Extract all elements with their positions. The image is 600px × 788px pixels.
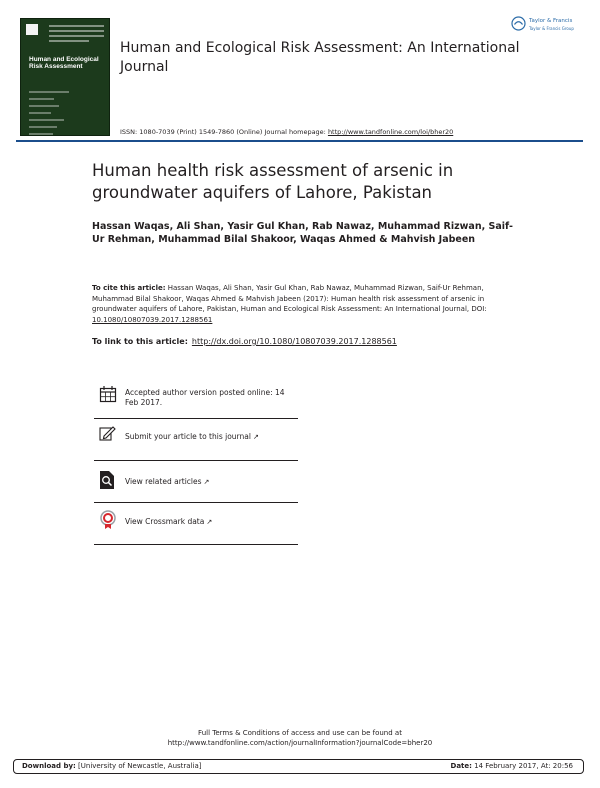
submit-article-link[interactable]: Submit your article to this journal — [125, 432, 251, 441]
downloaded-by-value: [University of Newcastle, Australia] — [75, 762, 202, 770]
accepted-version-row — [94, 380, 298, 419]
related-articles-row[interactable] — [94, 461, 298, 503]
terms-line: Full Terms & Conditions of access and use can be found at — [198, 729, 402, 737]
link-label: To link to this article: — [92, 337, 188, 346]
downloaded-by-label: Download by: — [22, 762, 76, 770]
crossmark-icon — [99, 510, 117, 530]
document-search-icon — [99, 470, 115, 490]
citation-block — [92, 283, 512, 325]
journal-title: Human and Ecological Risk Assessment: An International Journal — [120, 40, 520, 75]
terms-url-link[interactable]: http://www.tandfonline.com/action/journalInformation?journalCode=bher20 — [167, 739, 433, 747]
related-articles-link[interactable]: View related articles — [125, 477, 202, 486]
crossmark-link[interactable]: View Crossmark data — [125, 517, 205, 526]
article-link-line — [92, 337, 397, 346]
article-actions — [94, 380, 298, 545]
external-link-icon: ↗ — [206, 518, 213, 526]
journal-cover-image — [20, 18, 110, 136]
cite-text: Hassan Waqas, Ali Shan, Yasir Gul Khan, Rab Nawaz, Muhammad Rizwan, Saif-Ur Rehman, Muhammad Bilal Shakoor, Waqas Ahmed & Mahvish Jabeen (2017): Human health risk assessment of arsenic in groundwater aquifers of Lahore, Pakistan, Human and Ecological Risk Assessment: An International Journal, DOI: — [92, 284, 487, 313]
article-title: Human health risk assessment of arsenic in groundwater aquifers of Lahore, Pakistan — [92, 161, 454, 202]
external-link-icon: ↗ — [203, 478, 210, 486]
header-divider — [16, 140, 583, 142]
download-date-value: 14 February 2017, At: 20:56 — [471, 762, 573, 770]
terms-notice — [0, 728, 600, 748]
article-url-link[interactable]: http://dx.doi.org/10.1080/10807039.2017.1288561 — [191, 337, 397, 346]
publisher-logo[interactable] — [511, 16, 583, 36]
edit-icon — [99, 425, 117, 441]
issn-text: ISSN: 1080-7039 (Print) 1549-7860 (Online) Journal homepage: — [120, 128, 328, 136]
download-date-label: Date: — [450, 762, 472, 770]
crossmark-row[interactable] — [94, 503, 298, 545]
article-authors: Hassan Waqas, Ali Shan, Yasir Gul Khan, Rab Nawaz, Muhammad Rizwan, Saif-Ur Rehman, Muhammad Bilal Shakoor, Waqas Ahmed & Mahvish Jabeen — [92, 221, 513, 245]
cite-label: To cite this article: — [92, 284, 166, 292]
calendar-icon — [99, 385, 117, 403]
submit-article-row[interactable] — [94, 419, 298, 461]
issn-line — [120, 128, 453, 136]
cover-logo-icon — [26, 24, 38, 35]
accepted-version-text: Accepted author version posted online: 14 Feb 2017. — [125, 388, 285, 407]
doi-link[interactable]: 10.1080/10807039.2017.1288561 — [92, 315, 213, 324]
publisher-name: Taylor & Francis — [529, 18, 573, 24]
external-link-icon: ↗ — [252, 433, 259, 441]
publisher-logo-icon — [511, 16, 526, 31]
journal-homepage-link[interactable]: http://www.tandfonline.com/loi/bher20 — [327, 128, 454, 136]
publisher-group: Taylor & Francis Group — [529, 26, 574, 31]
cover-journal-name: Human and Ecological Risk Assessment — [29, 56, 99, 70]
download-info-bar — [13, 759, 584, 774]
